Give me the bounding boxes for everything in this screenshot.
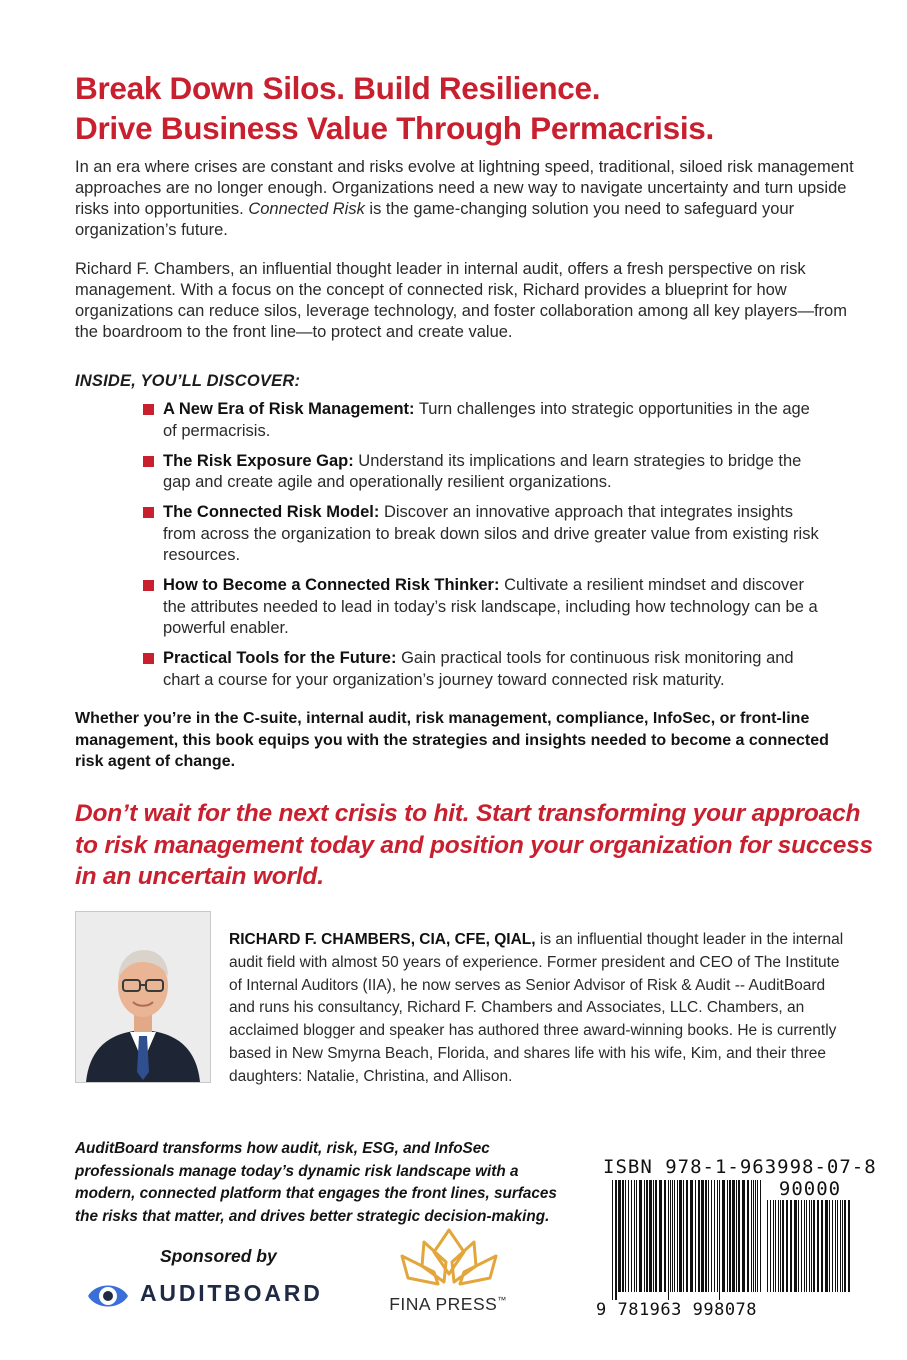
barcode-bar: [790, 1200, 792, 1292]
barcode-bar: [775, 1200, 776, 1292]
author-bio-text: is an influential thought leader in the internal audit field with almost 50 years of experience. Former president and CEO of The Institute of Internal Auditors (IIA), he now serves as Senior Advisor of Risk & Audit -- AuditBoard and runs his consultancy, Richard F. Chambers and Associates, LLC. Chambers, an acclaimed blogger and speaker has authored three award-winning books. He is currently based in New Smyrna Beach, Florida, and shares life with his wife, Kim, and their three daughters: Natalie, Christina, and Allison.: [229, 931, 844, 1085]
barcode-bar: [727, 1180, 728, 1292]
barcode-bar: [780, 1200, 781, 1292]
discover-item-title: A New Era of Risk Management:: [163, 400, 415, 418]
book-title: Connected Risk: [248, 200, 365, 218]
barcode-bar: [653, 1180, 654, 1292]
barcode-bar: [821, 1200, 823, 1292]
barcode-bar: [804, 1200, 805, 1292]
barcode-bar: [634, 1180, 635, 1292]
headline-line-2: Drive Business Value Through Permacrisis.: [75, 110, 714, 146]
barcode-bar: [837, 1200, 838, 1292]
intro-p1-after: is the game-changing solution you need to safeguard your organization’s future.: [75, 200, 795, 239]
barcode-bar: [782, 1200, 784, 1292]
barcode-bar: [736, 1180, 737, 1292]
barcode-bar: [798, 1200, 799, 1292]
barcode-bar: [639, 1180, 642, 1292]
intro-paragraph-2: Richard F. Chambers, an influential thought leader in internal audit, offers a fresh perspective on risk management. With a focus on the concept of connected risk, Richard provides a blueprint for how organizations can reduce silos, leverage technology, and foster collaboration among all key players—from the boardroom to the front line—to protect and create value.: [75, 260, 847, 341]
lotus-icon: [384, 1222, 514, 1292]
discover-item-text: Understand its implications and learn strategies to bridge the gap and create agile and operationally resilient organizations.: [163, 451, 802, 491]
sponsored-by-label: Sponsored by: [160, 1246, 277, 1266]
discover-item: [143, 502, 823, 567]
barcode-bar: [786, 1200, 788, 1292]
barcode-bar: [778, 1200, 779, 1292]
discover-item-title: The Risk Exposure Gap:: [163, 451, 354, 470]
barcode-bar: [708, 1180, 709, 1292]
barcode-bar: [848, 1200, 850, 1292]
barcode-bar: [670, 1180, 671, 1292]
auditboard-logo: [86, 1274, 346, 1318]
barcode-bar: [677, 1180, 678, 1292]
discover-item-title: The Connected Risk Model:: [163, 503, 380, 521]
barcode-bar: [615, 1180, 617, 1300]
barcode-bar: [809, 1200, 810, 1292]
barcode-bar: [794, 1200, 797, 1292]
barcode-bar: [755, 1180, 756, 1292]
author-photo: [75, 911, 211, 1083]
barcode-bar: [753, 1180, 754, 1292]
barcode-bar: [840, 1200, 841, 1292]
barcode-bar: [770, 1200, 771, 1292]
barcode-bar: [813, 1200, 815, 1292]
barcode-bar: [767, 1200, 768, 1292]
intro-paragraph-1: [75, 157, 855, 241]
discover-item: [143, 399, 823, 442]
barcode-bar: [631, 1180, 632, 1292]
barcode-bar: [636, 1180, 637, 1292]
author-bio: [229, 929, 849, 1089]
barcode-bar: [842, 1200, 843, 1292]
ean-digits: 9 781963 998078: [596, 1300, 758, 1320]
barcode-bar: [719, 1180, 720, 1300]
barcode-bar: [835, 1200, 836, 1292]
barcode-bar: [732, 1180, 735, 1292]
auditboard-eye-icon: [86, 1276, 130, 1316]
barcode-bar: [817, 1200, 819, 1292]
red-square-bullet-icon: [143, 404, 154, 415]
barcode-bar: [757, 1180, 758, 1292]
discover-heading: INSIDE, YOU’LL DISCOVER:: [75, 372, 301, 390]
auditboard-wordmark: AUDITBOARD: [140, 1280, 323, 1306]
barcode-bar: [738, 1180, 740, 1292]
barcode-bar: [698, 1180, 700, 1292]
red-square-bullet-icon: [143, 456, 154, 467]
discover-item-title: Practical Tools for the Future:: [163, 649, 397, 667]
call-to-action: Don’t wait for the next crisis to hit. Start transforming your approach to risk management today and position your organization for success in an uncertain world.: [75, 800, 873, 890]
headline-line-1: Break Down Silos. Build Resilience.: [75, 70, 601, 106]
barcode-bar: [674, 1180, 675, 1292]
barcode-bar: [695, 1180, 696, 1292]
barcode-bar: [683, 1180, 684, 1292]
red-square-bullet-icon: [143, 580, 154, 591]
barcode-bar: [714, 1180, 715, 1292]
discover-item: [143, 648, 823, 691]
discover-item-text: Discover an innovative approach that integrates insights from across the organization to break down silos and drive greater value from existing risk resources.: [163, 503, 819, 564]
discover-item-title: How to Become a Connected Risk Thinker:: [163, 576, 500, 594]
barcode-bar: [659, 1180, 662, 1292]
barcode-bar: [801, 1200, 802, 1292]
barcode-bar: [618, 1180, 621, 1292]
barcode-bar: [825, 1200, 828, 1292]
discover-item-text: Turn challenges into strategic opportunities in the age of permacrisis.: [163, 400, 810, 440]
author-name: RICHARD F. CHAMBERS, CIA, CFE, QIAL,: [229, 931, 536, 948]
barcode-bar: [646, 1180, 648, 1292]
ean-barcode: [612, 1180, 764, 1300]
barcode-bar: [806, 1200, 807, 1292]
barcode-bar: [622, 1180, 624, 1292]
barcode-bar: [644, 1180, 645, 1292]
barcode-bar: [672, 1180, 673, 1292]
barcode-bar: [722, 1180, 725, 1292]
red-square-bullet-icon: [143, 653, 154, 664]
barcode-bar: [729, 1180, 731, 1292]
price-addon-digits: 90000: [778, 1178, 842, 1200]
barcode-bar: [612, 1180, 613, 1300]
barcode-bar: [829, 1200, 830, 1292]
barcode-bar: [668, 1180, 669, 1300]
barcode-bar: [832, 1200, 833, 1292]
intro-p1-before: In an era where crises are constant and risks evolve at lightning speed, traditional, siloed risk management approaches are no longer enough. Organizations need a new way to navigate uncertainty and turn upside risks into opportunities.: [75, 158, 854, 218]
barcode-bar: [679, 1180, 682, 1292]
barcode-bar: [751, 1180, 752, 1292]
barcode-bar: [625, 1180, 626, 1292]
sponsor-blurb: AuditBoard transforms how audit, risk, ESG, and InfoSec professionals manage today’s dynamic risk landscape with a modern, connected platform that engages the front lines, surfaces the risks that matter, and drives better strategic decision-making.: [75, 1140, 557, 1225]
barcode-bar: [844, 1200, 846, 1292]
barcode-bar: [690, 1180, 693, 1292]
barcode-bar: [747, 1180, 749, 1292]
barcode-bar: [664, 1180, 666, 1292]
barcode-bar: [717, 1180, 718, 1292]
red-square-bullet-icon: [143, 507, 154, 518]
barcode-bar: [773, 1200, 774, 1292]
barcode-bar: [705, 1180, 707, 1292]
barcode-bar: [649, 1180, 652, 1292]
barcode-bar: [760, 1180, 761, 1292]
discover-item: [143, 575, 823, 640]
barcode-bar: [742, 1180, 745, 1292]
fina-press-wordmark: [384, 1294, 512, 1315]
trademark-symbol: ™: [497, 1295, 507, 1306]
barcode-bar: [711, 1180, 712, 1292]
barcode-bar: [686, 1180, 688, 1292]
fina-press-logo: [384, 1222, 514, 1322]
addon-barcode: [767, 1200, 853, 1300]
audience-paragraph: Whether you’re in the C-suite, internal audit, risk management, compliance, InfoSec, or front-line management, this book equips you with the strategies and insights needed to become a connected risk agent of change.: [75, 710, 829, 770]
discover-item: [143, 451, 823, 494]
discover-item-text: Gain practical tools for continuous risk monitoring and chart a course for your organization’s journey toward connected risk maturity.: [163, 649, 794, 689]
author-portrait-illustration: [76, 912, 210, 1082]
headline: [75, 68, 875, 148]
discover-list: [143, 399, 823, 700]
isbn-label: ISBN 978-1-963998-07-8: [603, 1156, 877, 1178]
barcode-bar: [811, 1200, 812, 1292]
barcode-bar: [655, 1180, 657, 1292]
discover-item-text: Cultivate a resilient mindset and discover the attributes needed to lead in today’s risk landscape, including how technology can be a powerful enabler.: [163, 576, 818, 637]
barcode-bar: [628, 1180, 629, 1292]
publisher-name: FINA PRESS: [389, 1294, 498, 1314]
barcode-bar: [701, 1180, 704, 1292]
